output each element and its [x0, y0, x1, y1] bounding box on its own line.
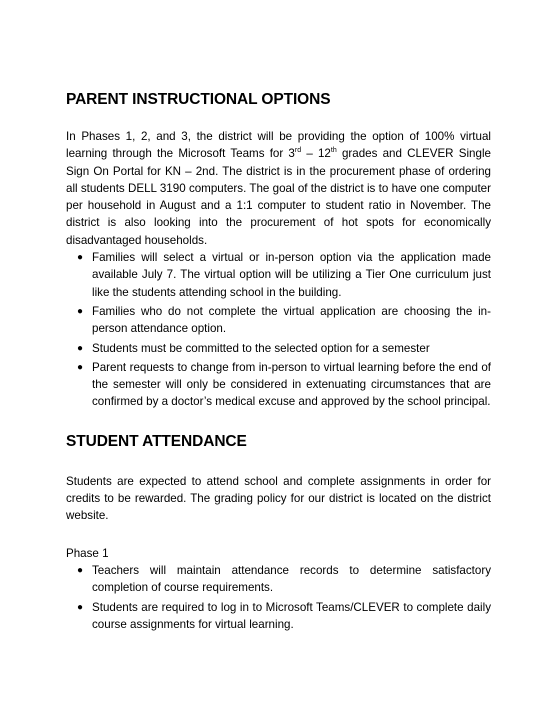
paragraph-text: grades and CLEVER Single Sign On Portal for KN – 2nd. The district is in the procurement phase of ordering all students DELL 3190 computers. The goal of the district is to have one computer per household in August and a 1:1 computer to student ratio in November. The district is also looking into the procurement of hot spots for economically disadvantaged households.: [66, 147, 491, 247]
attendance-list: [66, 562, 491, 633]
paragraph-text: In Phases 1, 2, and 3, the district will be providing the option of 100% virtual learning through the Microsoft Teams for 3: [66, 130, 491, 161]
list-item-text: Families will select a virtual or in-person option via the application made available July 7. The virtual option will be utilizing a Tier One curriculum just like the students attending school in the building.: [92, 251, 491, 299]
paragraph-text: – 12: [301, 147, 331, 161]
list-item: [77, 249, 491, 301]
list-item-text: Teachers will maintain attendance records to determine satisfactory completion of course requirements.: [92, 563, 491, 595]
superscript-rd: rd: [294, 147, 302, 155]
page-content: [66, 90, 491, 635]
attendance-paragraph: Students are expected to attend school and complete assignments in order for credits to be rewarded. The grading policy for our district is located on the district website.: [66, 474, 491, 523]
bullet-icon: ●: [77, 252, 84, 264]
bullet-icon: ●: [77, 361, 84, 373]
bullet-icon: ●: [77, 342, 84, 354]
bullet-icon: ●: [77, 305, 84, 317]
bullet-icon: ●: [77, 564, 84, 576]
section-heading-parent-instructional-options: PARENT INSTRUCTIONAL OPTIONS: [66, 91, 331, 108]
bullet-icon: ●: [77, 601, 84, 613]
parent-options-list: [66, 249, 491, 411]
list-item-text: Parent requests to change from in-person to virtual learning before the end of the semester will only be considered in extenuating circumstances that are confirmed by a doctor’s medical excuse and approved by the school principal.: [92, 360, 491, 409]
superscript-th: th: [330, 147, 337, 155]
list-item: [77, 303, 491, 338]
parent-options-paragraph: [66, 128, 491, 249]
list-item: [77, 359, 491, 411]
list-item-text: Students are required to log in to Microsoft Teams/CLEVER to complete daily course assignments for virtual learning.: [92, 600, 491, 631]
section-heading-student-attendance: STUDENT ATTENDANCE: [66, 432, 247, 450]
list-item: [77, 340, 491, 357]
list-item: [77, 599, 491, 634]
list-item: [77, 562, 491, 597]
list-item-text: Families who do not complete the virtual application are choosing the in-person attendance option.: [92, 304, 491, 336]
phase-label: Phase 1: [66, 546, 109, 560]
list-item-text: Students must be committed to the selected option for a semester: [92, 341, 430, 355]
